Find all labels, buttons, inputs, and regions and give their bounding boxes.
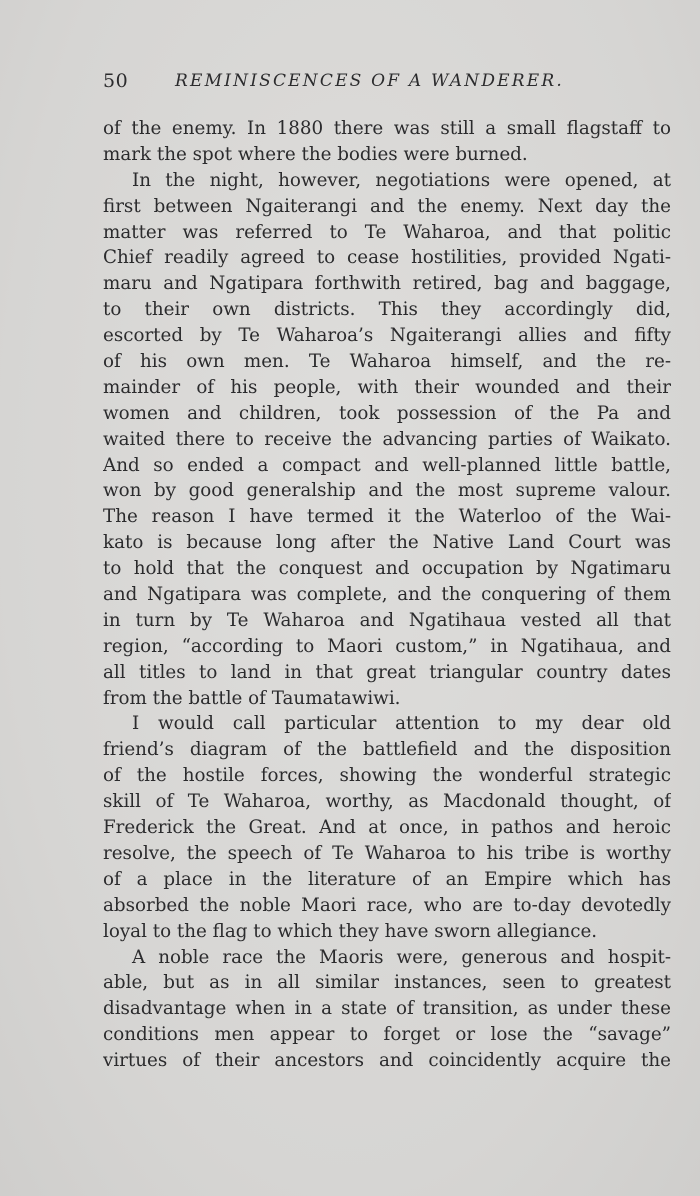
text-line: to their own districts. This they accordingly did, [103,299,671,321]
text-line: waited there to receive the advancing parties of Waikato. [103,428,671,450]
text-line: region, “according to Maori custom,” in Ngatihaua, and [103,635,671,657]
text-line: conditions men appear to forget or lose the “savage” [103,1024,671,1046]
text-line: skill of Te Waharoa, worthy, as Macdonald thought, of [103,791,671,813]
page-number: 50 [103,70,129,92]
text-line: from the battle of Taumatawiwi. [103,687,401,709]
text-line: mainder of his people, with their wounded and their [103,376,671,398]
text-line: won by good generalship and the most supreme valour. [103,480,671,502]
text-line: loyal to the flag to which they have sworn allegiance. [103,920,598,942]
text-line: Chief readily agreed to cease hostilities, provided Ngati- [103,247,671,269]
text-line: disadvantage when in a state of transition, as under these [103,998,671,1020]
text-line: all titles to land in that great triangular country dates [103,661,671,683]
text-line: matter was referred to Te Waharoa, and that politic [103,221,671,243]
text-line: virtues of their ancestors and coincidently acquire the [103,1050,671,1072]
text-line: maru and Ngatipara forthwith retired, bag and baggage, [103,273,671,295]
text-line: of the enemy. In 1880 there was still a small flagstaff to [103,118,671,139]
paragraph-start-line: In the night, however, negotiations were opened, at [132,169,671,191]
text-line: to hold that the conquest and occupation by Ngatimaru [103,558,671,580]
text-line: escorted by Te Waharoa’s Ngaiterangi allies and fifty [103,325,671,347]
text-line: in turn by Te Waharoa and Ngatihaua vested all that [103,609,671,631]
text-line: of his own men. Te Waharoa himself, and the re- [103,351,671,373]
text-line: women and children, took possession of the Pa and [103,402,671,424]
running-head [103,70,673,100]
text-line: The reason I have termed it the Waterloo of the Wai- [103,506,671,528]
paragraph-start-line: A noble race the Maoris were, generous and hospit- [132,946,671,968]
body-text [103,116,671,1074]
text-line: friend’s diagram of the battlefield and the disposition [103,739,671,761]
text-line: mark the spot where the bodies were burned. [103,143,528,165]
text-line: and Ngatipara was complete, and the conquering of them [103,584,671,606]
text-line: absorbed the noble Maori race, who are to-day devotedly [103,894,671,916]
text-line: Frederick the Great. And at once, in pathos and heroic [103,817,671,839]
text-line: able, but as in all similar instances, seen to greatest [103,972,671,994]
text-line: kato is because long after the Native Land Court was [103,532,671,554]
text-line: resolve, the speech of Te Waharoa to his tribe is worthy [103,842,671,864]
paragraph-start-line: I would call particular attention to my dear old [132,713,671,735]
text-line: of the hostile forces, showing the wonderful strategic [103,765,671,787]
running-title: REMINISCENCES OF A WANDERER. [175,71,564,91]
text-line: of a place in the literature of an Empire which has [103,868,671,890]
text-line: And so ended a compact and well-planned little battle, [103,454,671,476]
text-line: first between Ngaiterangi and the enemy. Next day the [103,195,671,217]
